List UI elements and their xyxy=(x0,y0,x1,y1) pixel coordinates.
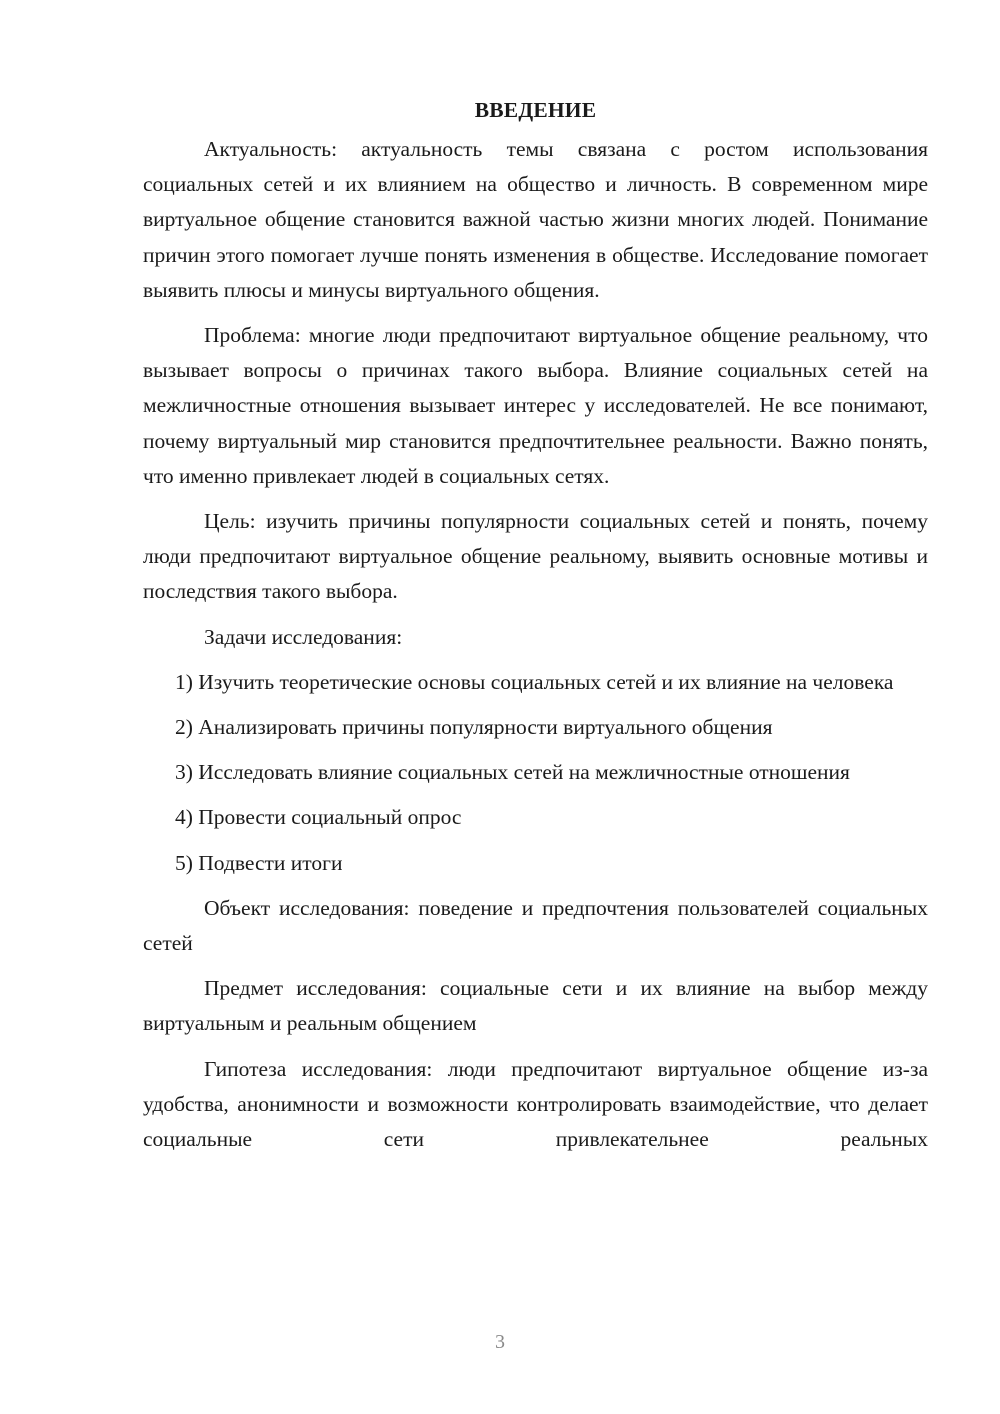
object-paragraph: Объект исследования: поведение и предпочтения пользователей социальных сетей xyxy=(143,895,928,956)
task-item: 4) Провести социальный опрос xyxy=(175,805,462,830)
task-item: 2) Анализировать причины популярности виртуального общения xyxy=(175,715,773,740)
task-item: 3) Исследовать влияние социальных сетей на межличностные отношения xyxy=(175,760,850,785)
task-item: 5) Подвести итоги xyxy=(175,850,343,875)
tasks-heading: Задачи исследования: xyxy=(204,624,403,649)
goal-paragraph: Цель: изучить причины популярности социальных сетей и понять, почему люди предпочитают виртуальное общение реальному, выявить основные мотивы и последствия такого выбора. xyxy=(143,509,928,604)
document-page xyxy=(143,92,928,1157)
relevance-paragraph: Актуальность: актуальность темы связана с ростом использования социальных сетей и их влиянием на общество и личность. В современном мире виртуальное общение становится важной частью жизни многих людей. Понимание причин этого помогает лучше понять изменения в обществе. Исследование помогает выявить плюсы и минусы виртуального общения. xyxy=(143,137,928,302)
problem-paragraph: Проблема: многие люди предпочитают виртуальное общение реальному, что вызывает вопросы о причинах такого выбора. Влияние социальных сетей на межличностные отношения вызывает интерес у исследователей. Не все понимают, почему виртуальный мир становится предпочтительнее реальности. Важно понять, что именно привлекает людей в социальных сетях. xyxy=(143,323,928,488)
task-item: 1) Изучить теоретические основы социальных сетей и их влияние на человека xyxy=(175,669,894,694)
page-title: ВВЕДЕНИЕ xyxy=(474,98,597,122)
page-number: 3 xyxy=(495,1331,505,1353)
hypothesis-paragraph: Гипотеза исследования: люди предпочитают виртуальное общение из-за удобства, анонимности и возможности контролировать взаимодействие, что делает социальные сети привлекательнее реальных xyxy=(143,1056,928,1152)
subject-paragraph: Предмет исследования: социальные сети и их влияние на выбор между виртуальным и реальным общением xyxy=(143,976,928,1036)
